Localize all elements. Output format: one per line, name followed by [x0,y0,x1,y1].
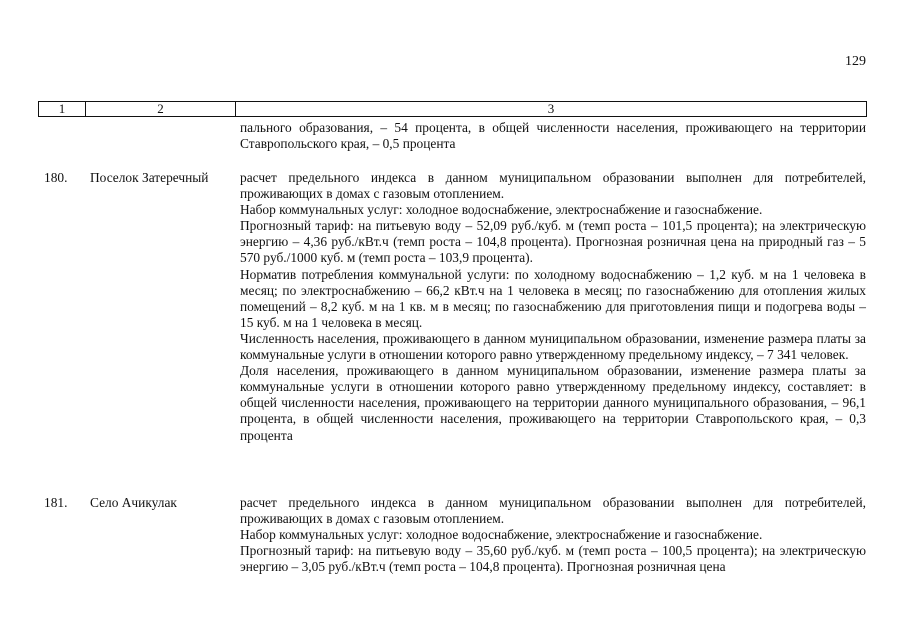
continuation-text: пального образования, – 54 процента, в общей численности населения, проживающего на территории Ставропольского края, – 0,5 процента [240,120,866,152]
row-number: 181. [44,495,68,510]
header-cell-2: 2 [86,102,236,116]
paragraph: Норматив потребления коммунальной услуги: по холодному водоснабжению – 1,2 куб. м на 1 человека в месяц; по электроснабжению – 66,2 кВт.ч на 1 человека в месяц; по газоснабжению для отопления жилых помещений – 8,2 куб. м на 1 кв. м в месяц; по газоснабжению для приготовления пищи и подогрева воды – 15 куб. м на 1 человека в месяц. [240,266,866,330]
header-cell-1: 1 [39,102,86,116]
paragraph: Прогнозный тариф: на питьевую воду – 35,60 руб./куб. м (темп роста – 100,5 процента); на электрическую энергию – 3,05 руб./кВт.ч (темп роста – 104,8 процента). Прогнозная розничная цена [240,543,866,575]
paragraph: расчет предельного индекса в данном муниципальном образовании выполнен для потребителей, проживающих в домах с газовым отоплением. [240,170,866,202]
row-text [240,170,866,444]
paragraph: расчет предельного индекса в данном муниципальном образовании выполнен для потребителей, проживающих в домах с газовым отоплением. [240,495,866,527]
paragraph: Численность населения, проживающего в данном муниципальном образовании, изменение размера платы за коммунальные услуги в отношении которого равно утвержденному предельному индексу, – 7 341 человек. [240,330,866,363]
row-name: Поселок Затеречный [90,170,209,185]
page-number: 129 [845,54,866,69]
paragraph: Набор коммунальных услуг: холодное водоснабжение, электроснабжение и газоснабжение. [240,202,763,218]
row-name: Село Ачикулак [90,495,177,510]
header-cell-3: 3 [547,101,555,116]
row-text [240,495,866,575]
row-number: 180. [44,170,68,185]
table-header [38,101,867,117]
paragraph: Доля населения, проживающего в данном муниципальном образовании, изменение размера платы за коммунальные услуги в отношении которого равно утвержденному предельному индексу, составляет: в общей численности населения, проживающего на территории данного муниципального образования, – 96,1 процента, в общей численности населения, проживающего на территории Ставропольского края, – 0,3 процента [240,363,866,443]
paragraph: Набор коммунальных услуг: холодное водоснабжение, электроснабжение и газоснабжение. [240,527,763,543]
paragraph: Прогнозный тариф: на питьевую воду – 52,09 руб./куб. м (темп роста – 101,5 процента); на электрическую энергию – 4,36 руб./кВт.ч (темп роста – 104,8 процента). Прогнозная розничная цена на природный газ – 5 570 руб./1000 куб. м (темп роста – 103,9 процента). [240,218,866,266]
